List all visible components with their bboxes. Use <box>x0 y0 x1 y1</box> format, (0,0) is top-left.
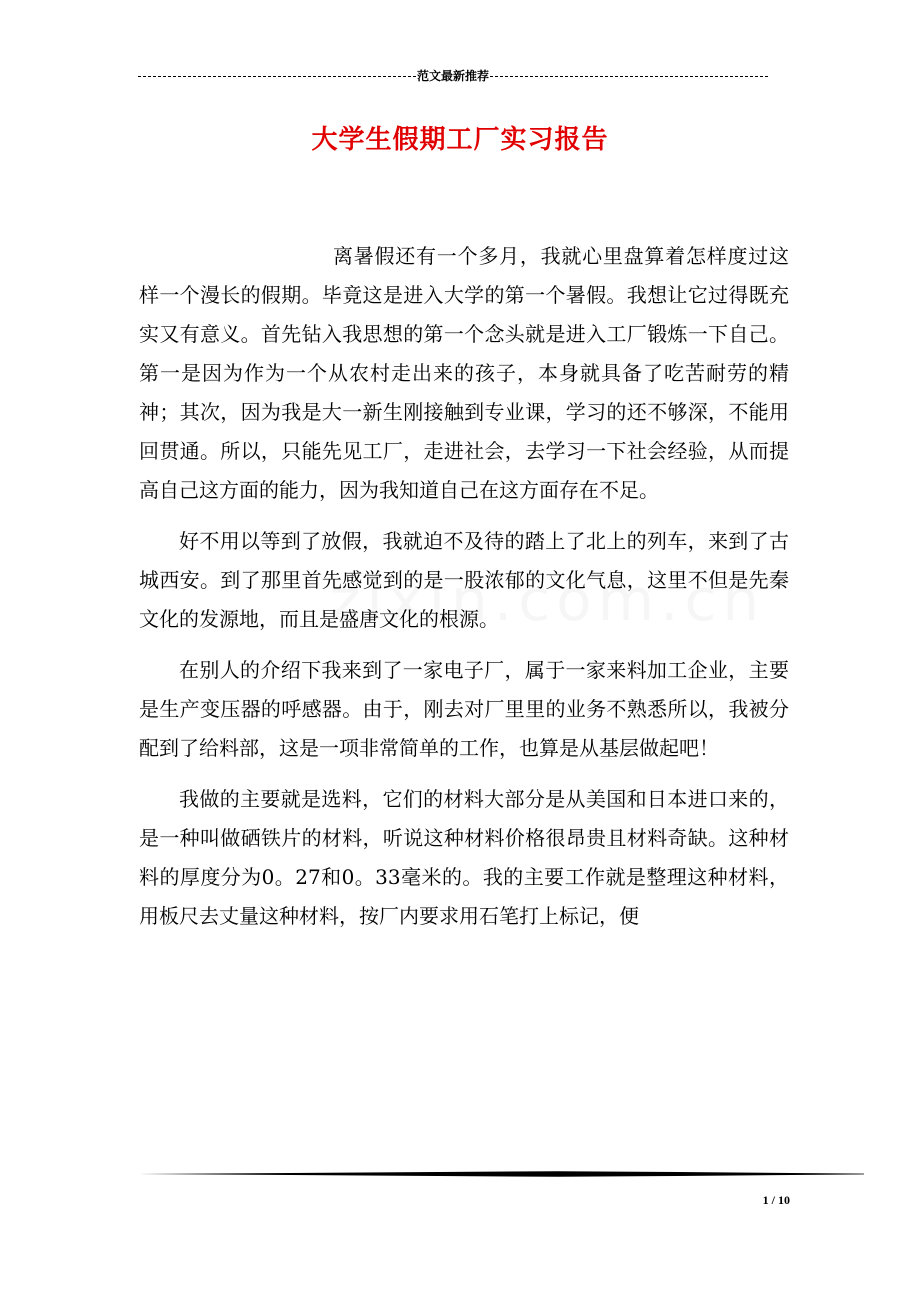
document-title: 大学生假期工厂实习报告 <box>311 125 609 155</box>
paragraph: 在别人的介绍下我来到了一家电子厂，属于一家来料加工企业，主要是生产变压器的呼感器。由于，刚去对厂里里的业务不熟悉所以，我被分配到了给料部，这是一项非常简单的工作，也算是从基层做起吧！ <box>139 658 789 760</box>
header-dashes-right <box>490 76 768 77</box>
header-label: 范文最新推荐 <box>417 69 490 83</box>
header-dashes-left <box>138 76 416 77</box>
page-number: 1 / 10 <box>762 1193 790 1207</box>
page-header <box>138 68 768 84</box>
paragraph: 离暑假还有一个多月，我就心里盘算着怎样度过这样一个漫长的假期。毕竟这是进入大学的第一个暑假。我想让它过得既充实又有意义。首先钻入我思想的第一个念头就是进入工厂锻炼一下自己。第一是因为作为一个从农村走出来的孩子，本身就具备了吃苦耐劳的精神；其次，因为我是大一新生刚接触到专业课，学习的还不够深，不能用回贯通。所以，只能先见工厂，走进社会，去学习一下社会经验，从而提高自己这方面的能力，因为我知道自己在这方面存在不足。 <box>139 244 789 502</box>
paragraph: 好不用以等到了放假，我就迫不及待的踏上了北上的列车，来到了古城西安。到了那里首先感觉到的是一股浓郁的文化气息，这里不但是先秦文化的发源地，而且是盛唐文化的根源。 <box>139 529 789 631</box>
document-body <box>139 237 789 948</box>
footer-rule <box>138 1170 864 1178</box>
paragraph: 我做的主要就是选料，它们的材料大部分是从美国和日本进口来的，是一种叫做硒铁片的材料，听说这种材料价格很昂贵且材料奇缺。这种材料的厚度分为0。27和0。33毫米的。我的主要工作就是整理这种材料，用板尺去丈量这种材料，按厂内要求用石笔打上标记，便 <box>139 787 789 928</box>
